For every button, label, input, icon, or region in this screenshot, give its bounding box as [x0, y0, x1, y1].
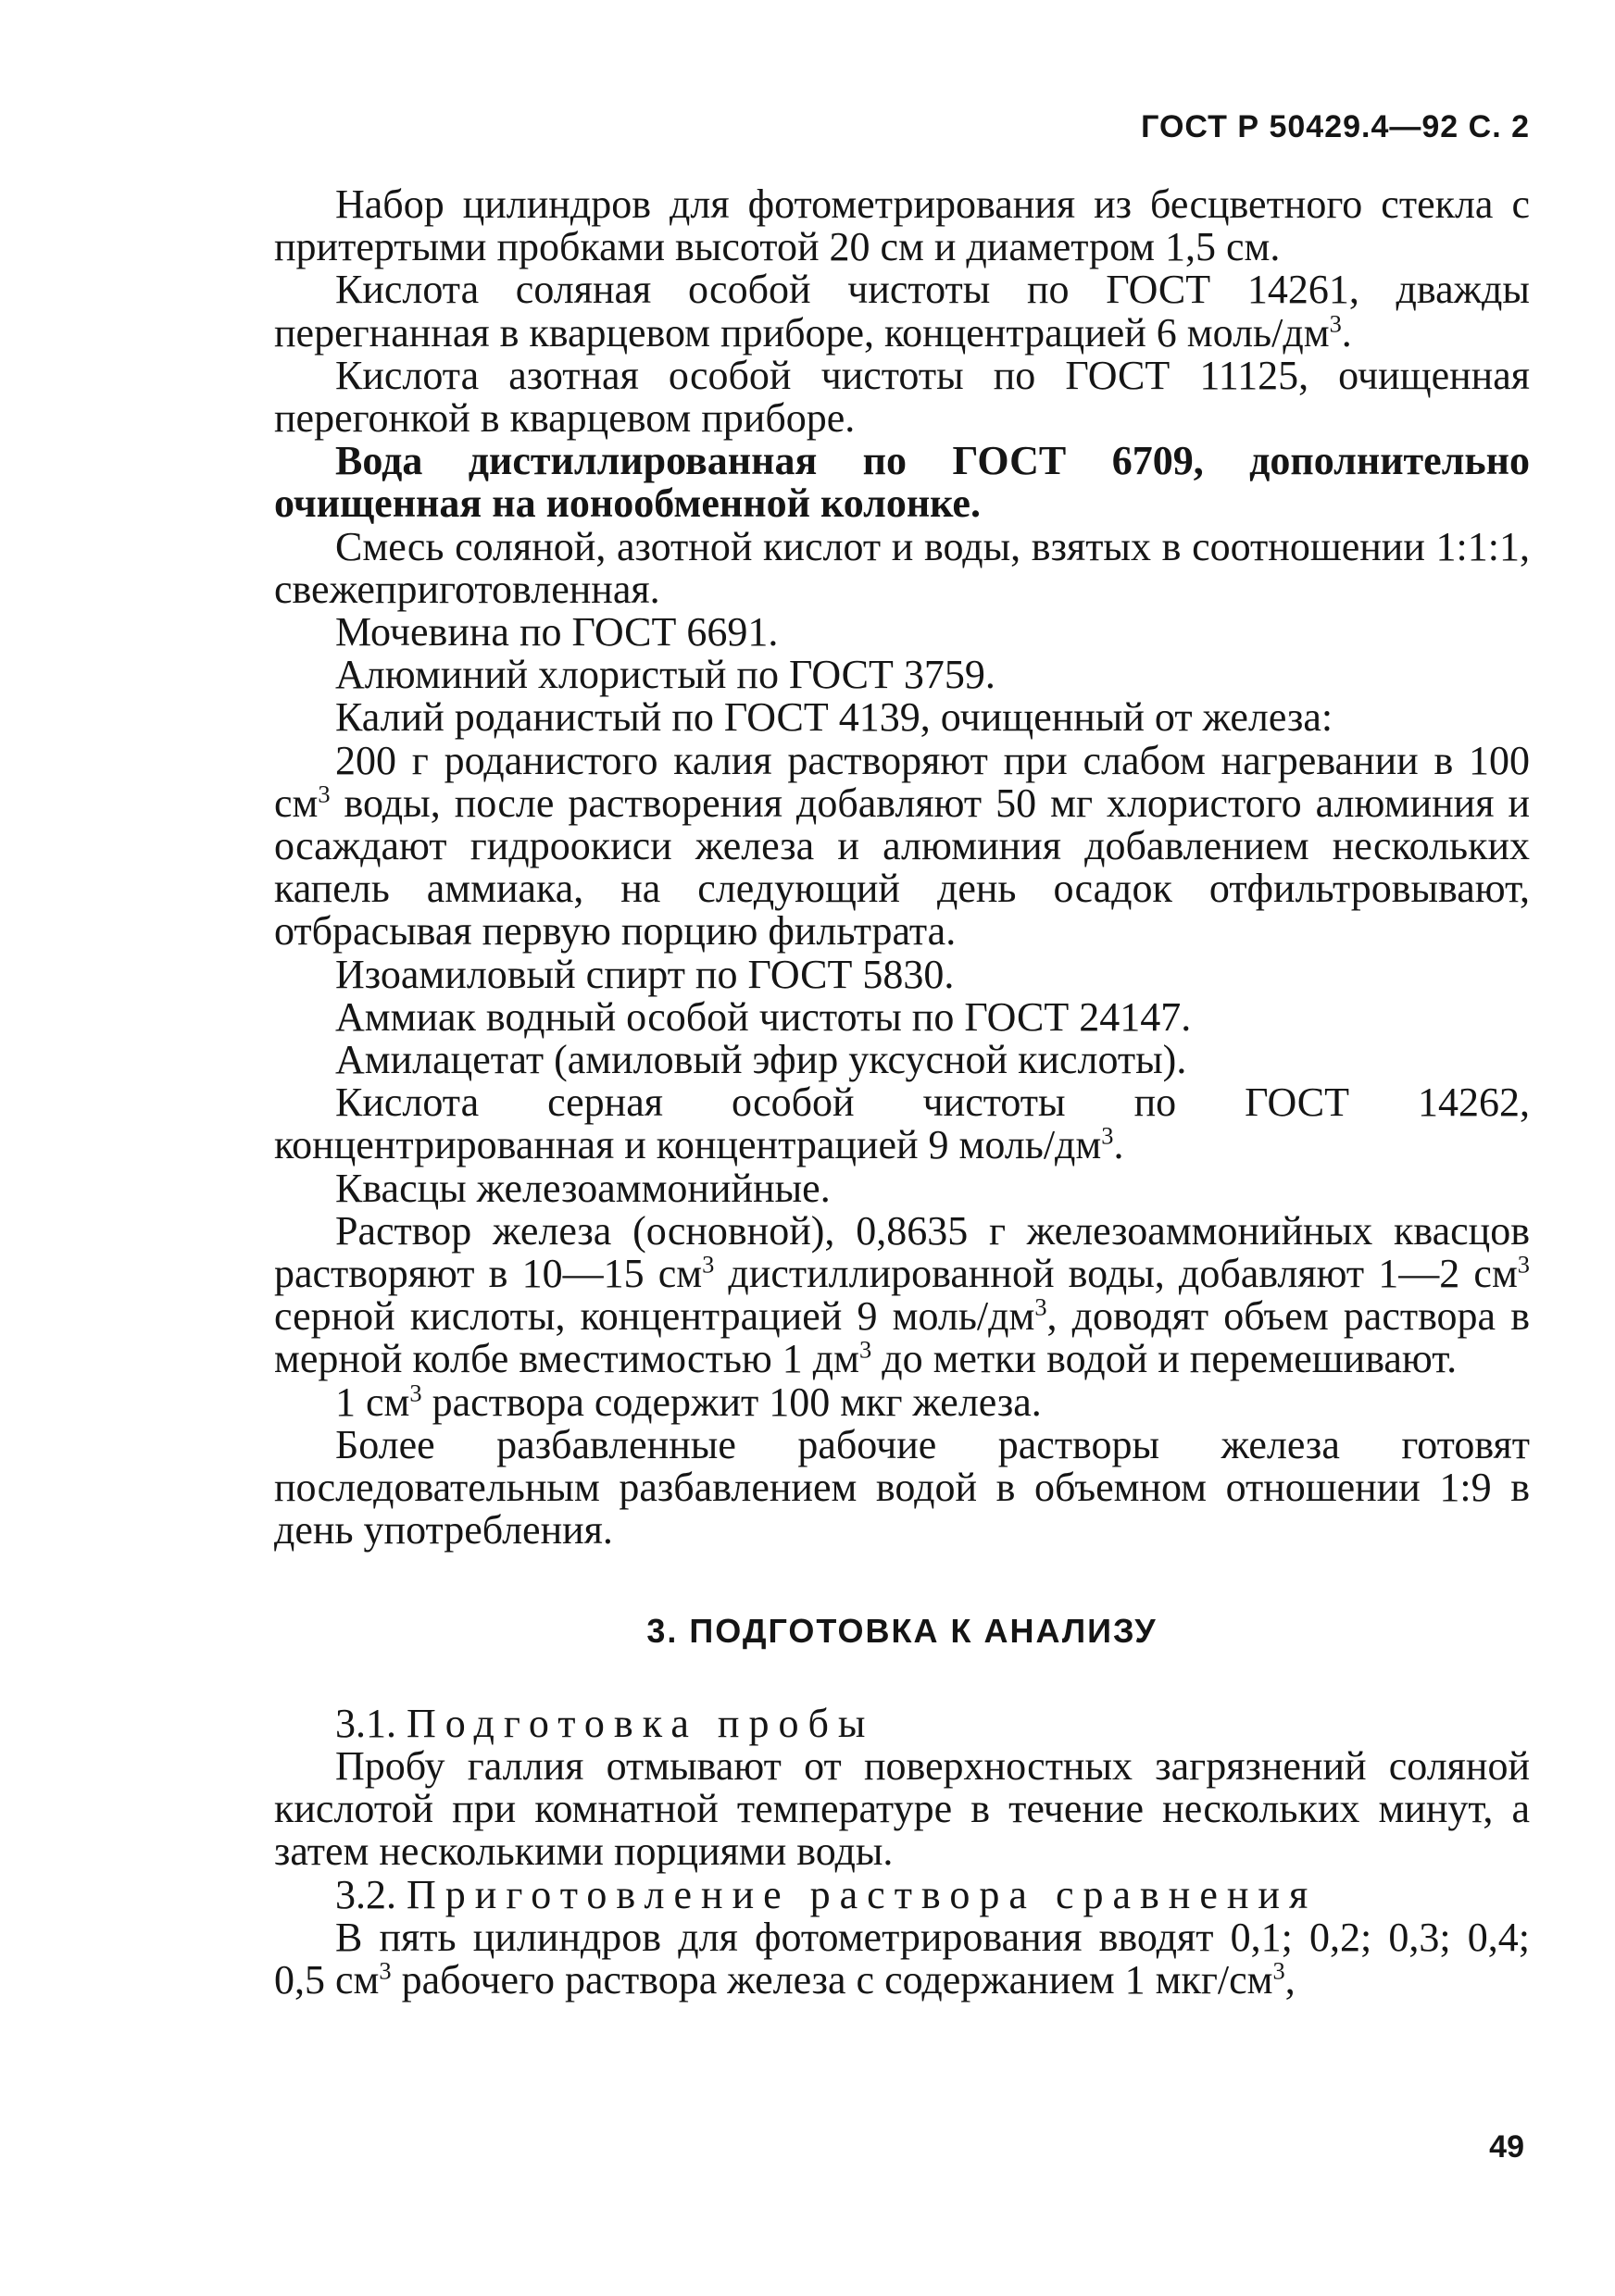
paragraph-nitric-acid: Кислота азотная особой чистоты по ГОСТ 11125, очищенная перегонкой в кварцевом приборе. — [274, 352, 1530, 442]
paragraph-amyl-acetate: Амилацетат (амиловый эфир уксусной кислоты). — [335, 1037, 1187, 1083]
paragraph-sample-prep: Пробу галлия отмывают от поверхностных загрязнений соляной кислотой при комнатной температуре в течение нескольких минут, а затем несколькими порциями воды. — [274, 1742, 1530, 1875]
paragraph-iron-content: 1 $см^3$ раствора содержит 100 мкг железа. — [335, 1379, 1042, 1425]
paragraph-potassium-thiocyanate: Калий роданистый по ГОСТ 4139, очищенный от железа: — [335, 694, 1333, 741]
page-header: ГОСТ Р 50429.4—92 С. 2 — [1141, 109, 1530, 144]
paragraph-reference-solution: В пять цилиндров для фотометрирования вводят 0,1; 0,2; 0,3; 0,4; 0,5 $см^3$ рабочего раствора железа с содержанием 1 мкг/$см^3$, — [274, 1914, 1530, 2003]
paragraph-working-solutions: Более разбавленные рабочие растворы железа готовят последовательным разбавлением водой в объемном отношении 1:9 в день употребления. — [274, 1421, 1530, 1554]
paragraph-iron-stock-solution: Раствор железа (основной), 0,8635 г железоаммонийных квасцов растворяют в 10—15 $см^3$ дистиллированной воды, добавляют 1—2 $см^3$ серной кислоты, концентрацией 9 моль/$дм^3$, доводят объем раствора в мерной колбе вместимостью 1 $дм^3$ до метки водой и перемешивают. — [274, 1207, 1530, 1382]
paragraph-ammonia: Аммиак водный особой чистоты по ГОСТ 24147. — [335, 993, 1192, 1040]
paragraph-isoamyl-alcohol: Изоамиловый спирт по ГОСТ 5830. — [335, 951, 955, 997]
paragraph-aluminium-chloride: Алюминий хлористый по ГОСТ 3759. — [335, 652, 995, 698]
paragraph-distilled-water: Вода дистиллированная по ГОСТ 6709, дополнительно очищенная на ионообменной колонке. — [274, 438, 1530, 527]
paragraph-sulfuric-acid: Кислота серная особой чистоты по ГОСТ 14262, концентрированная и концентрацией 9 моль/$дм^3$. — [274, 1079, 1530, 1168]
paragraph-iron-alum: Квасцы железоаммонийные. — [335, 1165, 831, 1211]
paragraph-hydrochloric-acid: Кислота соляная особой чистоты по ГОСТ 14261, дважды перегнанная в кварцевом приборе, концентрацией 6 моль/$дм^3$. — [274, 267, 1530, 356]
page-number: 49 — [1489, 2129, 1524, 2165]
paragraph-urea: Мочевина по ГОСТ 6691. — [335, 609, 779, 655]
paragraph-thiocyanate-purification: 200 г роданистого калия растворяют при слабом нагревании в 100 $см^3$ воды, после растворения добавляют 50 мг хлористого алюминия и осаждают гидроокиси железа и алюминия добавлением нескольких капель аммиака, на следующий день осадок отфильтровывают, отбрасывая первую порцию фильтрата. — [274, 737, 1530, 955]
subsection-heading-sample-prep: 3.1. Подготовка пробы — [335, 1700, 875, 1746]
paragraph-acid-mixture: Смесь соляной, азотной кислот и воды, взятых в соотношении 1:1:1, свежеприготовленная. — [274, 523, 1530, 612]
document-body — [274, 183, 1530, 2002]
section-title: 3. ПОДГОТОВКА К АНАЛИЗУ — [646, 1611, 1158, 1650]
subsection-heading-reference-solution: 3.2. Приготовление раствора сравнения — [335, 1871, 1318, 1917]
paragraph-cylinders: Набор цилиндров для фотометрирования из бесцветного стекла с притертыми пробками высотой 20 см и диаметром 1,5 см. — [274, 181, 1530, 270]
